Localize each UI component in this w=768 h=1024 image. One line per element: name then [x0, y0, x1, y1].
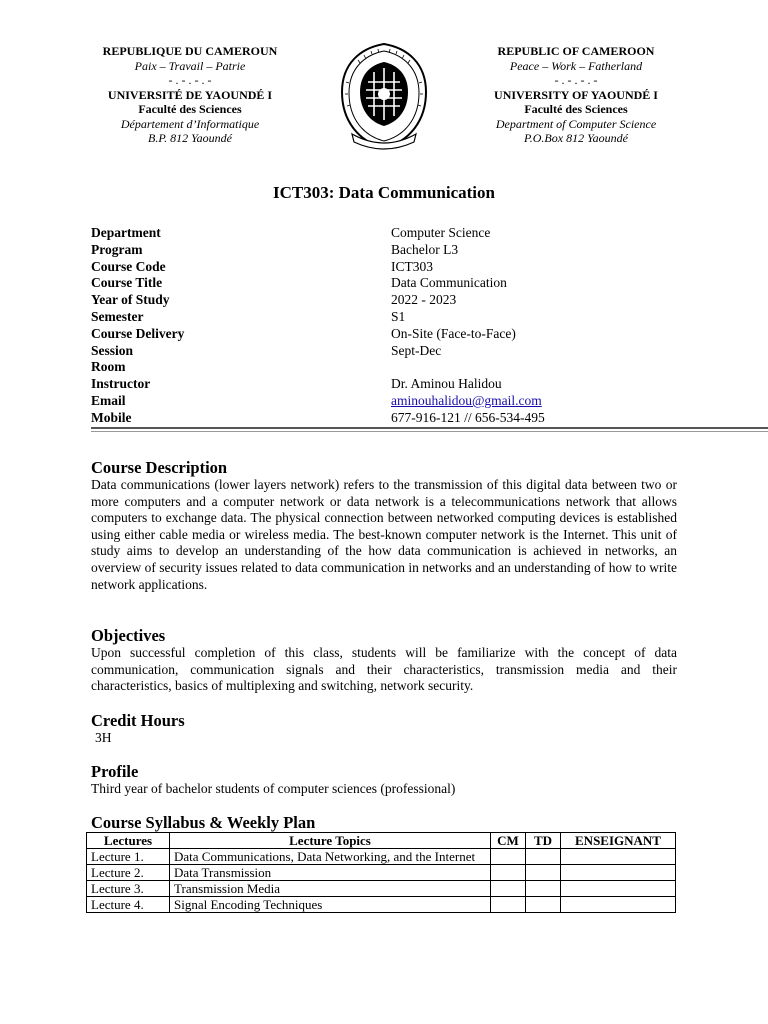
credit-section [91, 712, 677, 747]
section-heading: Course Description [91, 458, 228, 477]
info-value [391, 359, 691, 376]
university-en: UNIVERSITY OF YAOUNDÉ I [494, 87, 658, 102]
column-header: Lecture Topics [170, 833, 491, 849]
table-cell: Lecture 2. [87, 865, 170, 881]
info-row [91, 393, 691, 410]
divider [91, 431, 768, 432]
info-row [91, 359, 691, 376]
info-value: 677-916-121 // 656-534-495 [391, 409, 545, 425]
course-info [91, 225, 691, 427]
table-cell [526, 897, 561, 913]
objectives-section [91, 627, 677, 695]
department-en: Department of Computer Science [495, 116, 657, 131]
syllabus-table [86, 832, 676, 913]
column-header: Lectures [87, 833, 170, 849]
table-cell: Lecture 4. [87, 897, 170, 913]
header-left [80, 44, 300, 146]
info-row [91, 275, 691, 292]
section-text: Data communications (lower layers network) refers to the transmission of this digital data between two or more computers and a computer network or data network is a telecommunications network that allows computers to exchange data. The physical connection between networked computing devices is established using either cable media or wireless media. The best-known computer network is the Internet. This unit of study aims to develop an understanding of the how data communication is achieved in networks, an overview of security issues related to data communication in networks and an understanding of how to write network applications. [91, 477, 677, 592]
table-cell [561, 849, 676, 865]
country-en: REPUBLIC OF CAMEROON [497, 44, 655, 58]
table-cell [561, 881, 676, 897]
faculty-left: Faculté des Sciences [138, 102, 242, 116]
info-value: Sept-Dec [391, 342, 442, 358]
table-cell [561, 865, 676, 881]
separator-right: - . - . - . - [554, 73, 598, 87]
info-value: ICT303 [391, 258, 433, 274]
info-value: Dr. Aminou Halidou [391, 376, 502, 392]
header-right [466, 44, 686, 146]
table-row [87, 881, 676, 897]
university-fr: UNIVERSITÉ DE YAOUNDÉ I [107, 87, 273, 102]
description-section [91, 459, 677, 593]
info-label: Course Code [91, 258, 166, 274]
university-seal-icon [338, 42, 430, 150]
info-row [91, 343, 691, 360]
info-label: Mobile [91, 409, 132, 425]
address-en: P.O.Box 812 Yaoundé [523, 131, 628, 145]
divider [91, 427, 768, 429]
table-cell [491, 865, 526, 881]
table-cell [491, 849, 526, 865]
section-text: 3H [95, 730, 112, 745]
section-heading: Credit Hours [91, 711, 185, 730]
table-cell [491, 897, 526, 913]
section-text: Third year of bachelor students of computer sciences (professional) [91, 781, 456, 796]
info-value: Bachelor L3 [391, 241, 459, 257]
table-cell: Data Communications, Data Networking, and the Internet [170, 849, 491, 865]
info-label: Email [91, 392, 126, 408]
column-header: ENSEIGNANT [561, 833, 676, 849]
info-row [91, 242, 691, 259]
column-header: TD [526, 833, 561, 849]
table-cell [561, 897, 676, 913]
section-heading: Course Syllabus & Weekly Plan [91, 813, 316, 832]
table-cell: Lecture 1. [87, 849, 170, 865]
info-label: Course Title [91, 275, 163, 291]
info-value: On-Site (Face-to-Face) [391, 325, 516, 341]
table-cell: Transmission Media [170, 881, 491, 897]
info-row [91, 309, 691, 326]
info-row [91, 225, 691, 242]
info-row [91, 376, 691, 393]
motto-fr: Paix – Travail – Patrie [134, 58, 246, 73]
info-value: S1 [391, 308, 406, 324]
info-label: Year of Study [91, 292, 170, 308]
info-value: Data Communication [391, 275, 507, 291]
country-fr: REPUBLIQUE DU CAMEROUN [102, 44, 278, 58]
info-row [91, 410, 691, 427]
table-cell [491, 881, 526, 897]
syllabus-section [91, 814, 677, 832]
section-heading: Profile [91, 762, 139, 781]
info-label: Session [91, 342, 134, 358]
table-cell: Lecture 3. [87, 881, 170, 897]
separator-left: - . - . - . - [168, 73, 212, 87]
profile-section [91, 763, 677, 798]
section-text: Upon successful completion of this class, students will be familiarize with the concept of data communication, communication signals and their characteristics, transmission media and their characteristics, basics of multiplexing and switching, network security. [91, 645, 677, 694]
column-header: CM [491, 833, 526, 849]
table-row [87, 865, 676, 881]
info-label: Semester [91, 308, 144, 324]
table-header-row [87, 833, 676, 849]
section-heading: Objectives [91, 626, 166, 645]
table-cell: Signal Encoding Techniques [170, 897, 491, 913]
info-row [91, 292, 691, 309]
info-label: Course Delivery [91, 325, 185, 341]
info-row [91, 259, 691, 276]
table-cell [526, 865, 561, 881]
faculty-right: Faculté des Sciences [524, 102, 628, 116]
info-label: Department [91, 225, 161, 240]
department-fr: Département d’Informatique [120, 116, 260, 131]
info-row [91, 326, 691, 343]
info-value: Computer Science [391, 225, 491, 240]
document-title: ICT303: Data Communication [273, 183, 495, 202]
motto-en: Peace – Work – Fatherland [509, 58, 643, 73]
table-cell [526, 849, 561, 865]
email-link[interactable]: aminouhalidou@gmail.com [391, 392, 542, 408]
table-row [87, 897, 676, 913]
table-row [87, 849, 676, 865]
info-label: Instructor [91, 376, 151, 392]
info-value: 2022 - 2023 [391, 292, 457, 308]
info-label: Room [91, 359, 126, 375]
table-cell [526, 881, 561, 897]
table-cell: Data Transmission [170, 865, 491, 881]
address-fr: B.P. 812 Yaoundé [147, 131, 232, 145]
info-label: Program [91, 241, 143, 257]
